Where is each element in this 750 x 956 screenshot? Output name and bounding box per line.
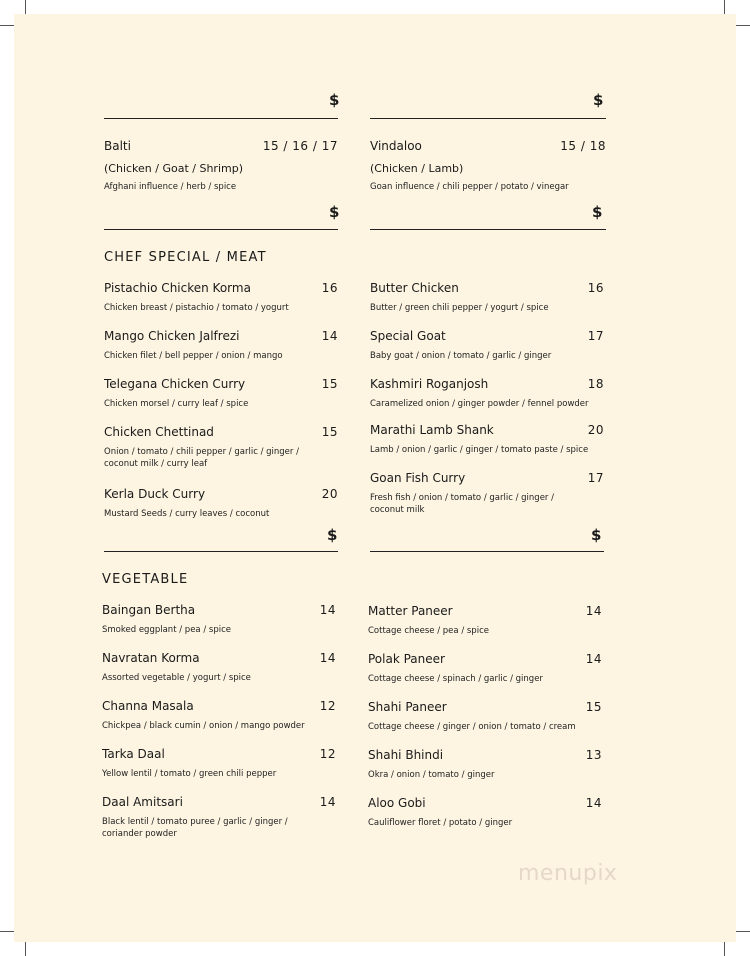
- menu-item: [102, 747, 336, 795]
- menu-item: [102, 795, 336, 843]
- item-price: 17: [587, 471, 604, 485]
- vegetable-left-column: [102, 603, 336, 843]
- menu-item: [368, 652, 602, 700]
- item-description: Smoked eggplant / pea / spice: [102, 625, 231, 635]
- menu-item: [104, 329, 338, 377]
- menu-item: [102, 651, 336, 699]
- menu-item: [368, 604, 602, 652]
- item-description: Onion / tomato / chili pepper / garlic / ginger / coconut milk / curry leaf: [104, 447, 299, 469]
- price-marker-dollar: $: [327, 526, 338, 544]
- section-heading-chef-special: CHEF SPECIAL / MEAT: [104, 250, 267, 265]
- item-description: Caramelized onion / ginger powder / fennel powder: [370, 399, 589, 409]
- crop-mark-left-top: [0, 25, 14, 26]
- menu-item: [370, 471, 604, 521]
- menu-item: [368, 796, 602, 836]
- top-left-column: [104, 139, 338, 193]
- menu-item: [370, 281, 604, 329]
- price-marker-dollar: $: [329, 91, 340, 109]
- item-description: Chicken breast / pistachio / tomato / yogurt: [104, 303, 289, 313]
- menu-item: [104, 377, 338, 425]
- item-description: Cottage cheese / ginger / onion / tomato / cream: [368, 722, 576, 732]
- item-name: Aloo Gobi: [368, 796, 426, 810]
- section-heading-vegetable: VEGETABLE: [102, 572, 189, 587]
- item-price: 15: [321, 425, 338, 439]
- menu-item: [104, 139, 338, 193]
- item-name: Butter Chicken: [370, 281, 459, 295]
- menu-item: [102, 699, 336, 747]
- item-price: 14: [319, 795, 336, 809]
- item-description: Goan influence / chili pepper / potato / vinegar: [370, 182, 569, 192]
- watermark-logo: menupix: [518, 861, 618, 886]
- item-price: 15: [321, 377, 338, 391]
- item-name: Goan Fish Curry: [370, 471, 466, 485]
- menu-item: [370, 329, 604, 377]
- crop-mark-right-bottom: [736, 931, 750, 932]
- menu-item: [370, 377, 604, 423]
- menu-item: [368, 748, 602, 796]
- price-marker-dollar: $: [591, 526, 602, 544]
- item-name: Tarka Daal: [102, 747, 165, 761]
- item-name: Special Goat: [370, 329, 446, 343]
- item-description: Lamb / onion / garlic / ginger / tomato paste / spice: [370, 445, 589, 455]
- item-price: 16: [587, 281, 604, 295]
- item-name: Polak Paneer: [368, 652, 445, 666]
- menu-item: [104, 281, 338, 329]
- price-marker-dollar: $: [592, 203, 603, 221]
- item-price: 16: [321, 281, 338, 295]
- item-price: 14: [321, 329, 338, 343]
- item-description: Afghani influence / herb / spice: [104, 182, 237, 192]
- item-price: 12: [319, 699, 336, 713]
- item-description: Okra / onion / tomato / ginger: [368, 770, 495, 780]
- item-name: Navratan Korma: [102, 651, 200, 665]
- price-marker-dollar: $: [593, 91, 604, 109]
- item-name: Telegana Chicken Curry: [104, 377, 246, 391]
- item-price: 14: [585, 652, 602, 666]
- item-name: Chicken Chettinad: [104, 425, 214, 439]
- item-name: Channa Masala: [102, 699, 194, 713]
- divider-rule: [104, 118, 338, 119]
- item-description: Mustard Seeds / curry leaves / coconut: [104, 509, 270, 519]
- item-name: Daal Amitsari: [102, 795, 183, 809]
- menu-item: [104, 487, 338, 527]
- crop-mark-top-left: [25, 0, 26, 14]
- item-price: 18: [587, 377, 604, 391]
- crop-mark-left-bottom: [0, 931, 14, 932]
- crop-mark-right-top: [736, 25, 750, 26]
- item-price: 12: [319, 747, 336, 761]
- crop-mark-top-right: [724, 0, 725, 14]
- item-price: 14: [319, 603, 336, 617]
- item-name: Mango Chicken Jalfrezi: [104, 329, 240, 343]
- item-description: Butter / green chili pepper / yogurt / spice: [370, 303, 549, 313]
- menu-item: [104, 425, 338, 487]
- item-name: Shahi Paneer: [368, 700, 447, 714]
- item-description: Cauliflower floret / potato / ginger: [368, 818, 513, 828]
- menu-item: [368, 700, 602, 748]
- item-description: Cottage cheese / spinach / garlic / ginger: [368, 674, 543, 684]
- item-description: Cottage cheese / pea / spice: [368, 626, 489, 636]
- item-description: Assorted vegetable / yogurt / spice: [102, 673, 251, 683]
- item-name: Balti: [104, 139, 131, 153]
- chef-special-right-column: [370, 281, 604, 521]
- item-price: 14: [585, 604, 602, 618]
- crop-mark-bottom-right: [724, 942, 725, 956]
- vegetable-right-column: [368, 604, 602, 836]
- item-options: (Chicken / Goat / Shrimp): [104, 162, 243, 175]
- item-description: Yellow lentil / tomato / green chili pepper: [102, 769, 277, 779]
- item-description: Black lentil / tomato puree / garlic / ginger / coriander powder: [102, 817, 288, 839]
- item-price: 14: [585, 796, 602, 810]
- item-price: 20: [587, 423, 604, 437]
- item-name: Marathi Lamb Shank: [370, 423, 494, 437]
- item-price: 15 / 16 / 17: [262, 139, 338, 153]
- item-price: 13: [585, 748, 602, 762]
- item-price: 15: [585, 700, 602, 714]
- divider-rule: [104, 551, 338, 552]
- top-right-column: [370, 139, 606, 193]
- crop-mark-bottom-left: [25, 942, 26, 956]
- menu-item: [102, 603, 336, 651]
- item-name: Shahi Bhindi: [368, 748, 444, 762]
- divider-rule: [370, 118, 606, 119]
- item-price: 17: [587, 329, 604, 343]
- menu-item: [370, 423, 604, 471]
- item-description: Chicken filet / bell pepper / onion / mango: [104, 351, 283, 361]
- item-options: (Chicken / Lamb): [370, 162, 464, 175]
- item-name: Matter Paneer: [368, 604, 453, 618]
- item-name: Pistachio Chicken Korma: [104, 281, 251, 295]
- item-description: Fresh fish / onion / tomato / garlic / ginger / coconut milk: [370, 493, 554, 515]
- chef-special-left-column: [104, 281, 338, 527]
- item-price: 15 / 18: [560, 139, 606, 153]
- price-marker-dollar: $: [329, 203, 340, 221]
- item-name: Kerla Duck Curry: [104, 487, 206, 501]
- menu-item: [370, 139, 606, 193]
- item-price: 14: [319, 651, 336, 665]
- divider-rule: [104, 229, 338, 230]
- item-price: 20: [321, 487, 338, 501]
- divider-rule: [370, 229, 606, 230]
- item-name: Kashmiri Roganjosh: [370, 377, 489, 391]
- item-description: Chickpea / black cumin / onion / mango powder: [102, 721, 305, 731]
- divider-rule: [370, 551, 604, 552]
- item-name: Vindaloo: [370, 139, 422, 153]
- item-description: Chicken morsel / curry leaf / spice: [104, 399, 249, 409]
- item-description: Baby goat / onion / tomato / garlic / ginger: [370, 351, 552, 361]
- item-name: Baingan Bertha: [102, 603, 196, 617]
